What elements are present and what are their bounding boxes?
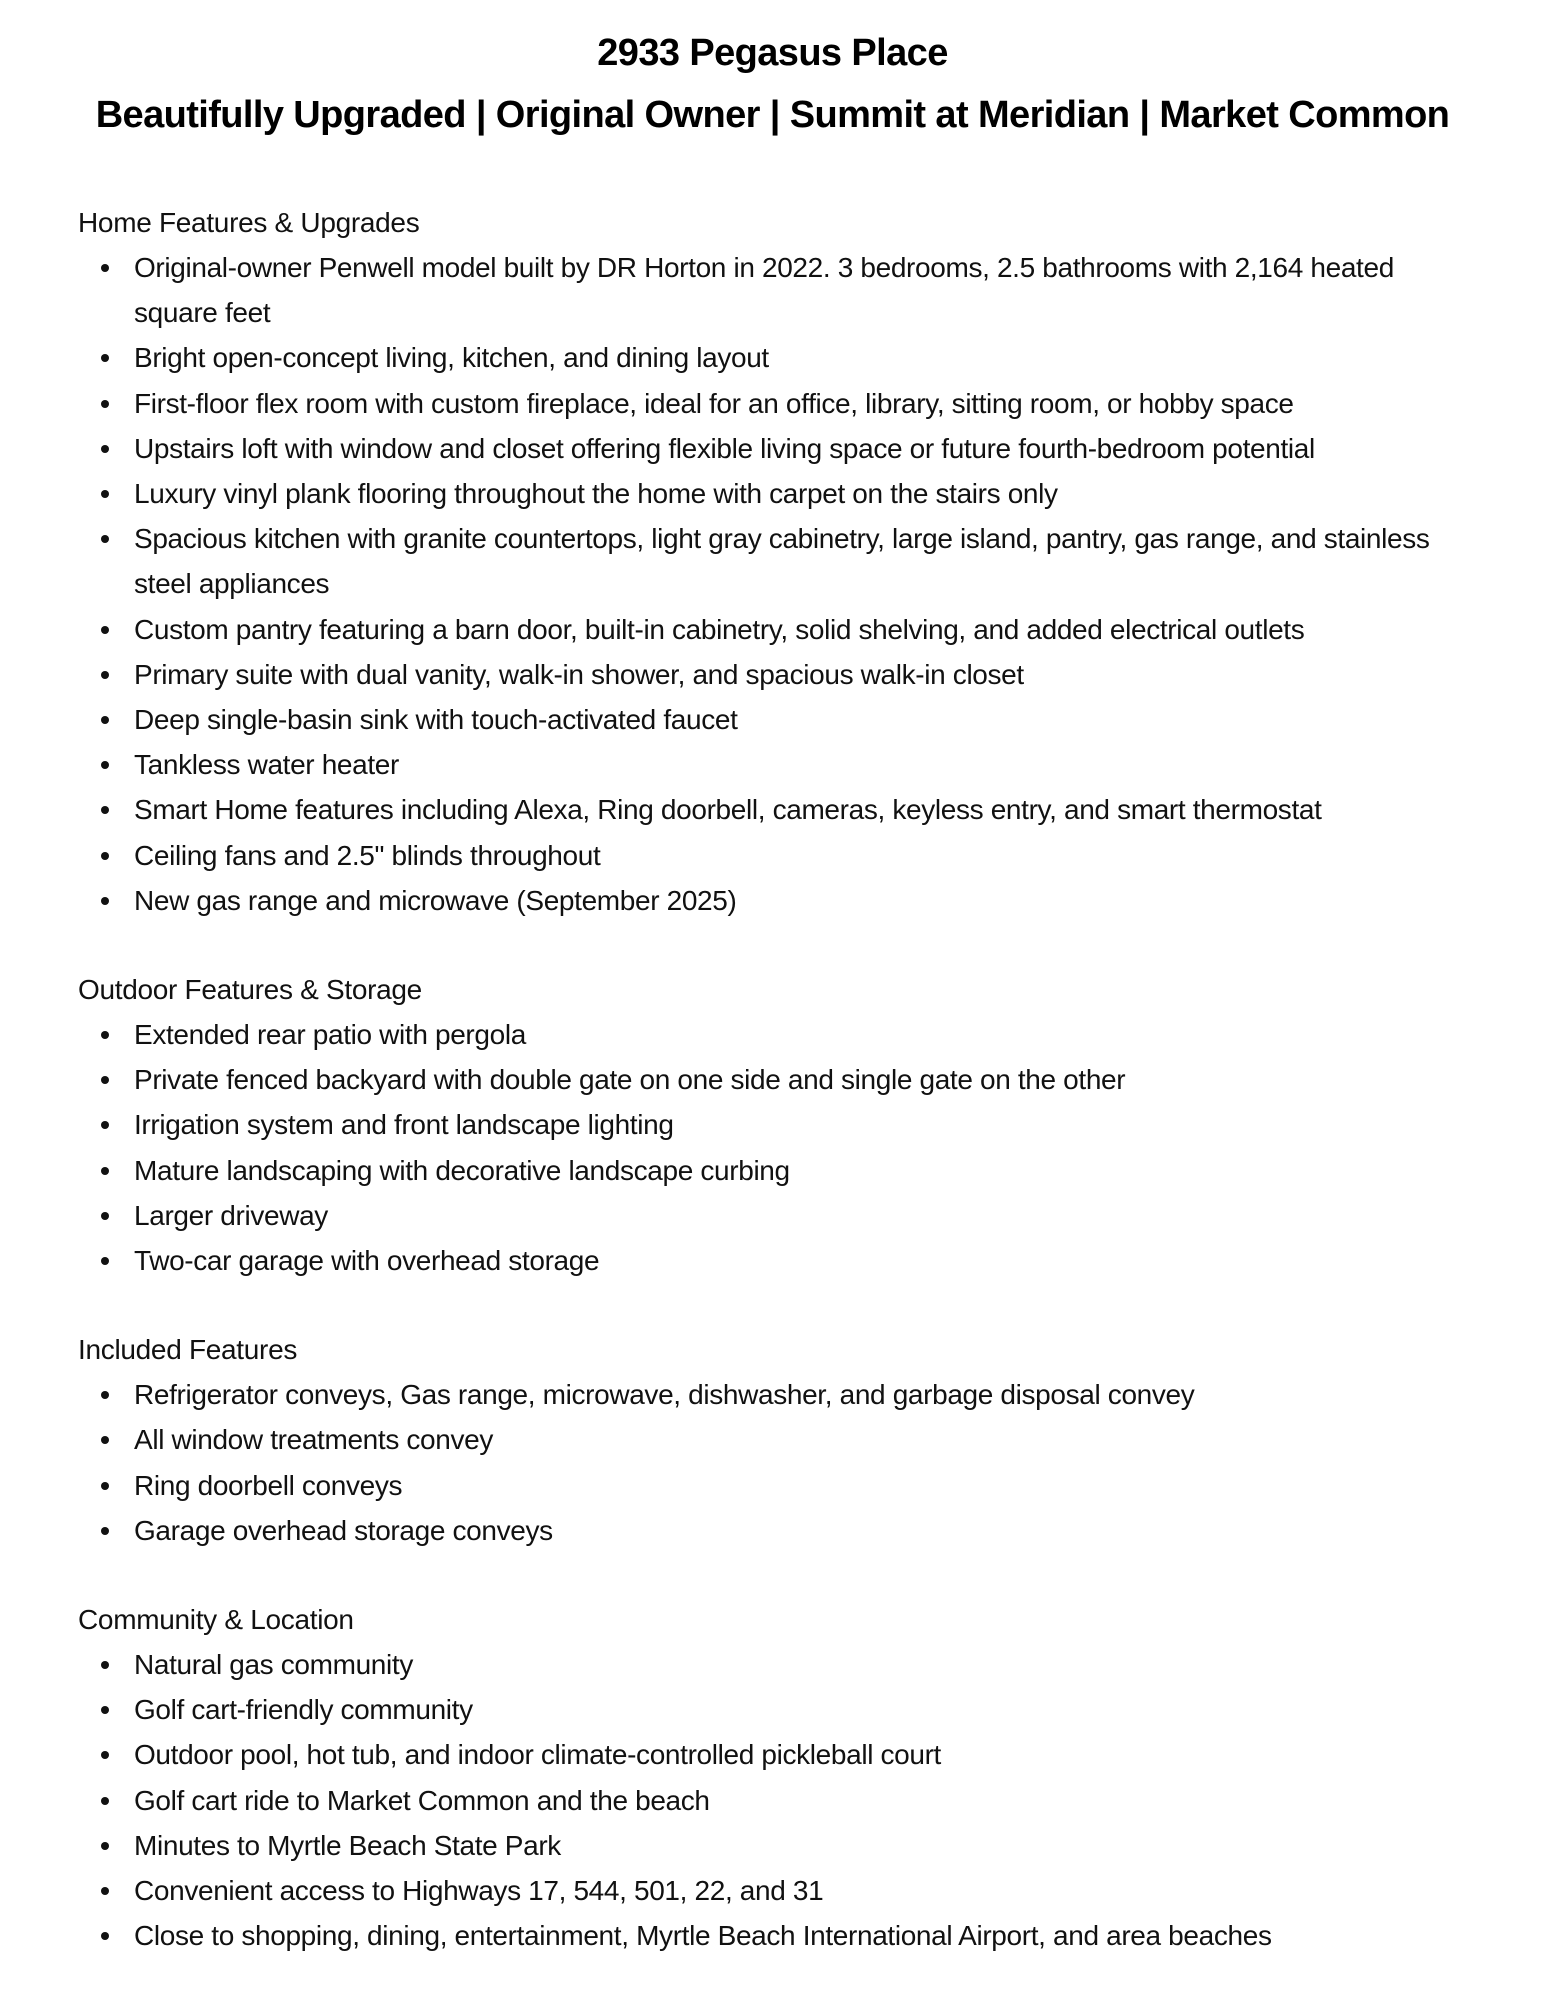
list-item	[78, 697, 1478, 742]
bullet-icon	[101, 1167, 109, 1175]
list-item	[78, 787, 1478, 832]
list-item-text: Private fenced backyard with double gate on one side and single gate on the other	[134, 1064, 1126, 1096]
bullet-icon	[101, 400, 109, 408]
list-item-text: Minutes to Myrtle Beach State Park	[134, 1829, 561, 1861]
list-item-text: Outdoor pool, hot tub, and indoor climate-controlled pickleball court	[134, 1739, 941, 1771]
bullet-icon	[101, 354, 109, 362]
list-item	[78, 833, 1478, 878]
property-tagline-title: Beautifully Upgraded | Original Owner | Summit at Meridian | Market Common	[95, 94, 1450, 136]
list-item-text: Custom pantry featuring a barn door, built-in cabinetry, solid shelving, and added electrical outlets	[134, 613, 1305, 645]
list-item-text: Tankless water heater	[134, 749, 400, 781]
list-item	[78, 1417, 1478, 1462]
bullet-icon	[101, 1212, 109, 1220]
list-item-text: Mature landscaping with decorative landscape curbing	[134, 1154, 790, 1186]
list-item	[78, 1687, 1478, 1732]
bullet-icon	[101, 1932, 109, 1940]
bullet-icon	[101, 1031, 109, 1039]
section-heading: Home Features & Upgrades	[78, 207, 420, 238]
bullet-list	[78, 1372, 1478, 1553]
title-block	[0, 22, 1545, 146]
list-item	[78, 335, 1478, 380]
list-item	[78, 245, 1478, 335]
list-item-text: Golf cart-friendly community	[134, 1694, 473, 1726]
bullet-icon	[101, 1482, 109, 1490]
list-item-text: Upstairs loft with window and closet offering flexible living space or future fourth-bedroom potential	[134, 432, 1315, 464]
bullet-icon	[101, 1706, 109, 1714]
list-item	[78, 878, 1478, 923]
bullet-icon	[101, 806, 109, 814]
section-heading: Included Features	[78, 1334, 298, 1366]
list-item	[78, 1732, 1478, 1777]
bullet-icon	[101, 897, 109, 905]
list-item-text: First-floor flex room with custom fireplace, ideal for an office, library, sitting room, or hobby space	[134, 387, 1294, 419]
bullet-icon	[101, 852, 109, 860]
list-item-text: Two-car garage with overhead storage	[134, 1245, 600, 1277]
property-address-title: 2933 Pegasus Place	[597, 32, 948, 74]
list-item-text: Convenient access to Highways 17, 544, 501, 22, and 31	[134, 1875, 824, 1907]
list-item	[78, 1463, 1478, 1508]
section-heading: Community & Location	[78, 1604, 354, 1636]
list-item	[78, 652, 1478, 697]
list-item-text: Natural gas community	[134, 1649, 413, 1681]
list-item-text: Larger driveway	[134, 1199, 328, 1231]
list-item-text: Deep single-basin sink with touch-activated faucet	[134, 704, 738, 736]
list-item-text: Golf cart ride to Market Common and the beach	[134, 1784, 710, 1816]
list-item	[78, 1057, 1478, 1102]
bullet-list	[78, 1642, 1478, 1958]
bullet-list	[78, 1012, 1478, 1283]
list-item-text: Ring doorbell conveys	[134, 1469, 403, 1501]
list-item	[78, 742, 1478, 787]
list-item-text: New gas range and microwave (September 2025)	[134, 884, 737, 916]
bullet-icon	[101, 671, 109, 679]
bullet-icon	[101, 1751, 109, 1759]
bullet-icon	[101, 626, 109, 634]
list-item-text: Original-owner Penwell model built by DR Horton in 2022. 3 bedrooms, 2.5 bathrooms with 2,164 heated square feet	[134, 252, 1394, 329]
list-item-text: Refrigerator conveys, Gas range, microwave, dishwasher, and garbage disposal convey	[134, 1379, 1195, 1411]
bullet-icon	[101, 716, 109, 724]
bullet-icon	[101, 1887, 109, 1895]
list-item	[78, 1012, 1478, 1057]
bullet-icon	[101, 1661, 109, 1669]
bullet-icon	[101, 1527, 109, 1535]
list-item	[78, 1193, 1478, 1238]
bullet-icon	[101, 1797, 109, 1805]
list-item	[78, 381, 1478, 426]
list-item	[78, 471, 1478, 516]
list-item-text: Bright open-concept living, kitchen, and dining layout	[134, 342, 769, 374]
section-outdoor-features-and-storage	[78, 967, 1478, 1283]
section-included-features	[78, 1327, 1478, 1553]
list-item	[78, 1823, 1478, 1868]
list-item-text: Spacious kitchen with granite countertops, light gray cabinetry, large island, pantry, gas range, and stainless steel appliances	[134, 523, 1430, 600]
list-item	[78, 1148, 1478, 1193]
bullet-icon	[101, 1391, 109, 1399]
bullet-icon	[101, 1121, 109, 1129]
bullet-icon	[101, 1076, 109, 1084]
list-item-text: All window treatments convey	[134, 1424, 494, 1456]
list-item	[78, 1372, 1478, 1417]
bullet-icon	[101, 535, 109, 543]
list-item-text: Close to shopping, dining, entertainment, Myrtle Beach International Airport, and area beaches	[134, 1920, 1272, 1952]
bullet-list	[78, 245, 1478, 923]
section-home-features-and-upgrades	[78, 200, 1478, 923]
section-heading: Outdoor Features & Storage	[78, 974, 422, 1006]
list-item-text: Primary suite with dual vanity, walk-in shower, and spacious walk-in closet	[134, 658, 1024, 690]
list-item	[78, 1642, 1478, 1687]
bullet-icon	[101, 264, 109, 272]
list-item-text: Ceiling fans and 2.5" blinds throughout	[134, 839, 601, 871]
list-item	[78, 607, 1478, 652]
list-item	[78, 1778, 1478, 1823]
list-item-text: Irrigation system and front landscape lighting	[134, 1109, 674, 1141]
list-item-text: Smart Home features including Alexa, Ring doorbell, cameras, keyless entry, and smart thermostat	[134, 794, 1322, 826]
list-item	[78, 1508, 1478, 1553]
list-item-text: Garage overhead storage conveys	[134, 1514, 553, 1546]
list-item	[78, 1102, 1478, 1147]
bullet-icon	[101, 761, 109, 769]
bullet-icon	[101, 1436, 109, 1444]
list-item	[78, 1238, 1478, 1283]
bullet-icon	[101, 1257, 109, 1265]
bullet-icon	[101, 490, 109, 498]
list-item-text: Luxury vinyl plank flooring throughout the home with carpet on the stairs only	[134, 478, 1058, 510]
document-body	[78, 200, 1478, 2003]
bullet-icon	[101, 445, 109, 453]
list-item	[78, 1913, 1478, 1958]
list-item-text: Extended rear patio with pergola	[134, 1019, 526, 1051]
bullet-icon	[101, 1842, 109, 1850]
list-item	[78, 426, 1478, 471]
list-item	[78, 1868, 1478, 1913]
list-item	[78, 516, 1478, 606]
section-community-and-location	[78, 1597, 1478, 1958]
